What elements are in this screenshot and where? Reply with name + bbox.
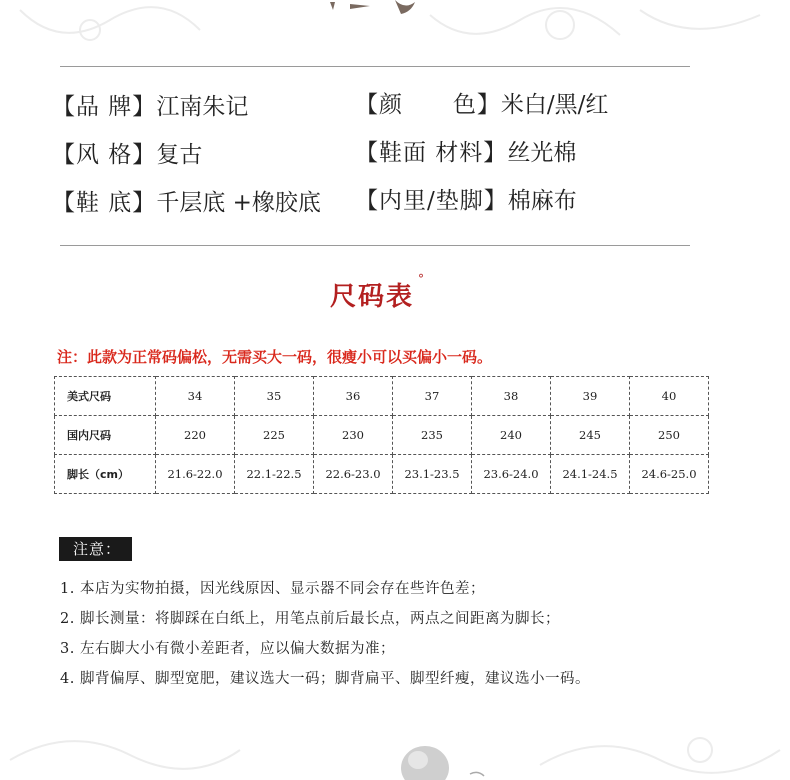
table-cell: 240 (472, 416, 551, 455)
list-item: 2. 脚长测量：将脚踩在白纸上，用笔点前后最长点，两点之间距离为脚长； (60, 611, 560, 627)
table-cell: 39 (551, 377, 630, 416)
table-cell: 34 (156, 377, 235, 416)
table-cell: 35 (235, 377, 314, 416)
table-cell: 36 (314, 377, 393, 416)
table-cell: 250 (630, 416, 709, 455)
list-item: 1. 本店为实物拍摄，因光线原因、显示器不同会存在些许色差； (60, 581, 485, 597)
row-label-us-size: 美式尺码 (55, 377, 156, 416)
top-divider (60, 66, 690, 67)
size-table (54, 376, 709, 494)
list-item: 3. 左右脚大小有微小差距者，应以偏大数据为准； (60, 641, 395, 657)
table-cell: 235 (393, 416, 472, 455)
table-row (55, 455, 709, 494)
spec-brand-value: 江南朱记 (156, 94, 249, 120)
size-chart-title-degree: ° (418, 272, 427, 286)
table-row (55, 377, 709, 416)
table-cell: 24.1-24.5 (551, 455, 630, 494)
spec-sole (52, 188, 321, 218)
spec-lining (355, 186, 577, 216)
spec-style-value: 复古 (156, 142, 203, 168)
table-row (55, 416, 709, 455)
spec-lining-value: 棉麻布 (507, 188, 577, 214)
spec-color-value: 米白/黑/红 (500, 92, 609, 118)
table-cell: 230 (314, 416, 393, 455)
list-item: 4. 脚背偏厚、脚型宽肥，建议选大一码；脚背扁平、脚型纤瘦，建议选小一码。 (60, 671, 590, 687)
spec-style (52, 140, 202, 170)
spec-upper-material-value: 丝光棉 (507, 140, 577, 166)
decorative-pattern-top (0, 0, 790, 60)
table-cell: 24.6-25.0 (630, 455, 709, 494)
spec-lining-key: 【内里/垫脚】 (355, 188, 508, 214)
spec-sole-key: 【鞋 底】 (52, 190, 157, 216)
row-label-cn-size: 国内尺码 (55, 416, 156, 455)
table-cell: 38 (472, 377, 551, 416)
table-cell: 225 (235, 416, 314, 455)
table-cell: 245 (551, 416, 630, 455)
spec-style-key: 【风 格】 (52, 142, 157, 168)
size-note: 注：此款为正常码偏松，无需买大一码，很瘦小可以买偏小一码。 (57, 348, 493, 366)
table-cell: 37 (393, 377, 472, 416)
table-cell: 23.1-23.5 (393, 455, 472, 494)
spec-sole-value: 千层底 +橡胶底 (156, 190, 321, 216)
attention-list (60, 574, 590, 694)
table-cell: 21.6-22.0 (156, 455, 235, 494)
decorative-pattern-bottom (0, 720, 790, 780)
table-cell: 23.6-24.0 (472, 455, 551, 494)
size-chart-title-text: 尺码表 (330, 282, 415, 312)
spec-brand-key: 【品 牌】 (52, 94, 157, 120)
middle-divider (60, 245, 690, 246)
table-cell: 22.1-22.5 (235, 455, 314, 494)
size-chart-title (330, 272, 427, 313)
spec-upper-material (355, 138, 576, 168)
spec-color-key: 【颜 色】 (355, 92, 501, 118)
row-label-foot-length: 脚长（cm） (55, 455, 156, 494)
attention-label: 注意： (59, 537, 132, 561)
spec-brand (52, 92, 248, 122)
spec-upper-material-key: 【鞋面 材料】 (355, 140, 508, 166)
table-cell: 220 (156, 416, 235, 455)
table-cell: 40 (630, 377, 709, 416)
table-cell: 22.6-23.0 (314, 455, 393, 494)
spec-color (355, 90, 608, 120)
